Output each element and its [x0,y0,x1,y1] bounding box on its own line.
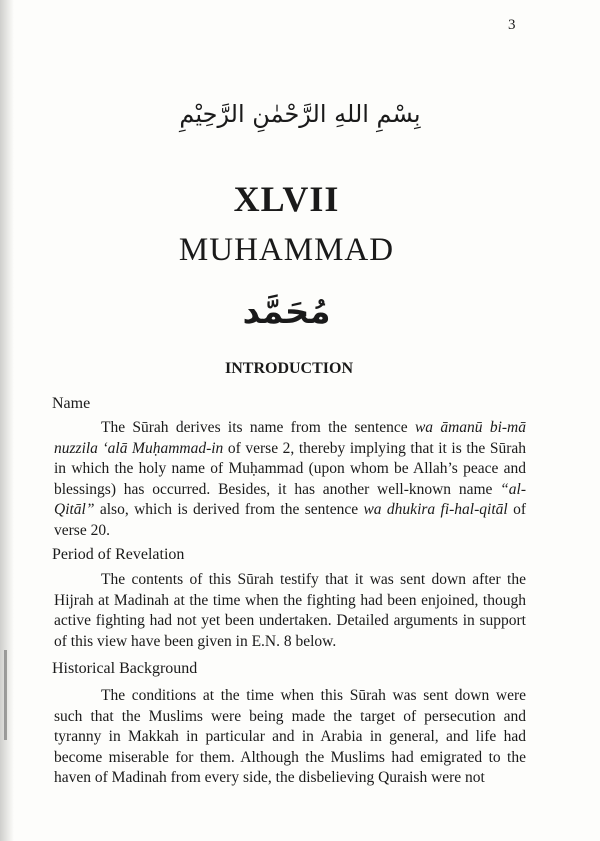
surah-number: XLVII [233,179,340,219]
surah-title-arabic: مُحَمَّد [242,292,331,332]
name-text-3: also, which is derived from the sentence [94,501,364,518]
name-italic-3: wa dhukira fi-hal-qitāl [363,501,508,518]
section-heading-name: Name [52,395,91,412]
name-paragraph [54,418,526,541]
name-italic-2: “al-Qitāl” [54,480,526,518]
introduction-heading: INTRODUCTION [224,360,353,377]
section-heading-history: Historical Background [52,660,198,677]
surah-title: MUHAMMAD [178,232,395,268]
page-number: 3 [508,17,516,33]
section-heading-period: Period of Revelation [52,546,185,563]
name-text-4: of verse 20. [54,501,526,539]
name-text-1: The Sūrah derives its name from the sentence [101,419,415,436]
period-paragraph: The contents of this Sūrah testify that it was sent down after the Hijrah at Madinah at the time when the fighting had been enjoined, though active fighting had not yet been undertaken. Detailed arguments in support of this view have been given in E.N. 8 below. [54,571,526,650]
history-paragraph: The conditions at the time when this Sūrah was sent down were such that the Muslims were being made the target of persecution and tyranny in Makkah in particular and in Arabia in general, and life had become miserable for them. Although the Muslims had emigrated to the haven of Madinah from every side, the disbelieving Quraish were not [54,687,526,786]
bismillah-calligraphy: بِسْمِ اللهِ الرَّحْمٰنِ الرَّحِيْمِ [179,100,421,128]
scan-edge-mark [4,650,7,740]
name-italic-1: wa āmanū bi-mā nuzzila ‘alā Muḥammad-in [54,419,526,457]
name-text-2: of verse 2, thereby implying that it is the Sūrah in which the holy name of Muḥammad (upon whom be Allah’s peace and blessings) has occurred. Besides, it has another well-known name [54,439,526,498]
